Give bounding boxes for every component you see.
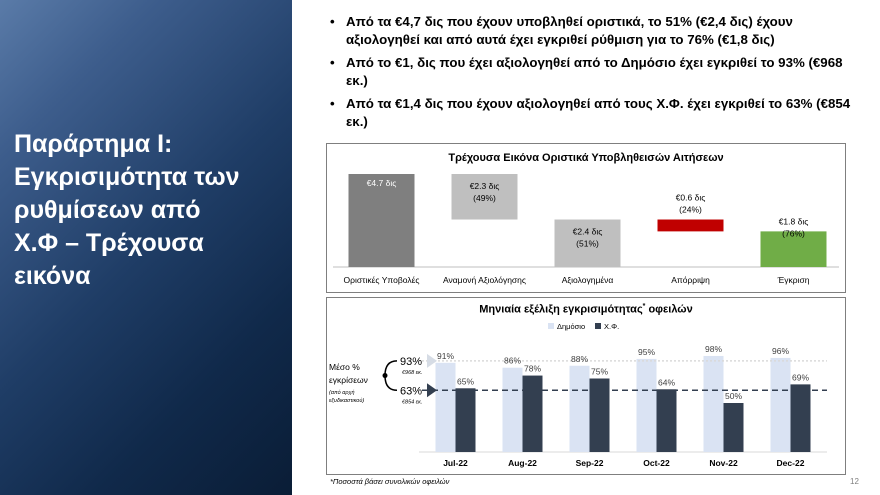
side-label-note: (από αρχή bbox=[329, 390, 355, 396]
bar-value-label: 88% bbox=[570, 353, 589, 364]
bullet-dot: • bbox=[330, 14, 335, 29]
side-label-line: εγκρίσεων bbox=[329, 375, 368, 385]
x-tick-label: Sep-22 bbox=[575, 458, 604, 468]
bar-value-label: 75% bbox=[590, 366, 609, 377]
bar-value-label: €2.4 δις bbox=[572, 226, 603, 237]
bar-value-label: 64% bbox=[657, 377, 676, 388]
bar-percent-label: (76%) bbox=[782, 228, 805, 239]
x-tick-label: Nov-22 bbox=[709, 458, 738, 468]
monthly-bar bbox=[791, 384, 811, 452]
bar-value-label: 96% bbox=[771, 345, 790, 356]
section-title: Παράρτημα Ι: Εγκρισιμότητα των ρυθμίσεων από Χ.Φ – Τρέχουσα εικόνα bbox=[14, 130, 240, 290]
monthly-chart-title-suffix: οφειλών bbox=[645, 303, 693, 316]
bullet-text: Από το €1, δις που έχει αξιολογηθεί από το Δημόσιο έχει εγκριθεί το 93% (€968 εκ.) bbox=[346, 55, 843, 88]
x-tick-label: Oct-22 bbox=[643, 458, 670, 468]
monthly-bar bbox=[657, 389, 677, 452]
bullet-item bbox=[326, 13, 856, 49]
bar-value-label: 69% bbox=[791, 372, 810, 383]
legend-swatch bbox=[548, 323, 554, 329]
monthly-bar bbox=[503, 368, 523, 452]
waterfall-bar bbox=[658, 220, 724, 232]
waterfall-chart bbox=[327, 144, 845, 292]
bar-value-label: 50% bbox=[724, 391, 743, 401]
bar-value-label: €4.7 δις bbox=[366, 178, 397, 188]
legend-label: Χ.Φ. bbox=[604, 322, 620, 331]
reference-sub-label: €968 εκ. bbox=[402, 369, 423, 376]
bracket-node bbox=[383, 373, 388, 378]
legend-label: Δημόσιο bbox=[557, 322, 586, 331]
page-number: 12 bbox=[850, 477, 859, 486]
x-tick-label: Dec-22 bbox=[776, 458, 805, 468]
bar-value-label: €0.6 δις bbox=[675, 192, 706, 203]
monthly-bar bbox=[704, 356, 724, 452]
monthly-chart-title-text: Μηνιαία εξέλιξη εγκρισιμότητας bbox=[479, 303, 643, 316]
monthly-bar bbox=[570, 366, 590, 452]
monthly-bar bbox=[637, 359, 657, 452]
bullet-text: Από τα €4,7 δις που έχουν υποβληθεί οριστικά, το 51% (€2,4 δις) έχουν αξιολογηθεί και από αυτά έχει εγκριθεί ρύθμιση για το 76% (€1,8 δις) bbox=[346, 14, 793, 47]
bar-value-label: €1.8 δις bbox=[778, 216, 809, 227]
waterfall-chart-title: Τρέχουσα Εικόνα Οριστικά Υποβληθεισών Αιτήσεων bbox=[448, 152, 724, 164]
monthly-bar bbox=[724, 403, 744, 452]
bar-value-label: 91% bbox=[436, 350, 455, 361]
x-tick-label: Jul-22 bbox=[443, 458, 468, 468]
monthly-chart-title-asterisk: * bbox=[642, 303, 646, 310]
monthly-bar bbox=[523, 376, 543, 452]
bullet-item bbox=[326, 54, 856, 90]
bullet-dot: • bbox=[330, 55, 335, 70]
reference-sub-label: €854 εκ. bbox=[402, 399, 423, 406]
side-label-note: εξυδικαστικού) bbox=[329, 398, 365, 404]
monthly-chart-panel bbox=[326, 297, 846, 475]
monthly-bar bbox=[771, 358, 791, 452]
x-tick-label: Έγκριση bbox=[777, 275, 810, 285]
bar-percent-label: (49%) bbox=[473, 193, 496, 203]
x-tick-label: Αναμονή Αξιολόγησης bbox=[443, 275, 526, 285]
bar-percent-label: (24%) bbox=[679, 204, 702, 215]
bar-value-label: €2.3 δις bbox=[469, 181, 500, 191]
bar-percent-label: (51%) bbox=[576, 238, 599, 249]
bar-value-label: 98% bbox=[704, 343, 723, 354]
x-tick-label: Απόρριψη bbox=[671, 275, 710, 285]
bar-value-label: 78% bbox=[523, 363, 542, 374]
x-tick-label: Οριστικές Υποβολές bbox=[343, 275, 420, 285]
left-panel bbox=[0, 0, 292, 495]
footnote: *Ποσοστά βάσει συνολικών οφειλών bbox=[330, 477, 450, 486]
bar-value-label: 95% bbox=[637, 346, 656, 357]
bar-value-label: 65% bbox=[456, 376, 475, 387]
bullet-list bbox=[326, 13, 856, 136]
reference-value-label: 63% bbox=[400, 385, 426, 398]
monthly-bar-chart bbox=[327, 298, 845, 474]
side-label-line: Μέσο % bbox=[329, 362, 360, 372]
reference-value-label: 93% bbox=[400, 355, 426, 368]
bullet-text: Από τα €1,4 δις που έχουν αξιολογηθεί από τους Χ.Φ. έχει εγκριθεί το 63% (€854 εκ.) bbox=[346, 96, 851, 129]
x-tick-label: Αξιολογημένα bbox=[561, 275, 614, 285]
monthly-bar bbox=[456, 388, 476, 452]
waterfall-chart-panel bbox=[326, 143, 846, 293]
bullet-dot: • bbox=[330, 96, 335, 111]
bar-value-label: 86% bbox=[503, 355, 522, 366]
monthly-bar bbox=[436, 363, 456, 452]
legend-swatch bbox=[595, 323, 601, 329]
bullet-item bbox=[326, 95, 856, 131]
x-tick-label: Aug-22 bbox=[508, 458, 537, 468]
